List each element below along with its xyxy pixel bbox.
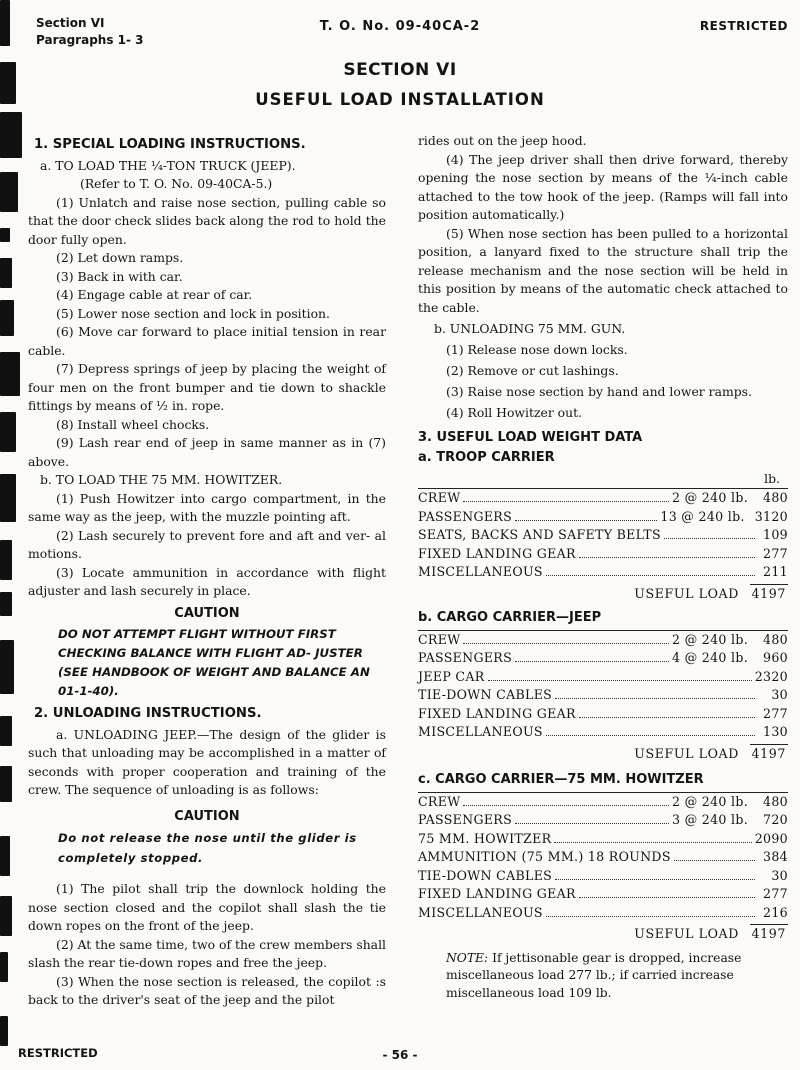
weight-item-value: 960 [763,650,788,665]
weight-row [418,705,788,724]
caution-text: DO NOT ATTEMPT FLIGHT WITHOUT FIRST CHECKING BALANCE WITH FLIGHT AD- JUSTER (SEE HANDBOOK OF WEIGHT AND BALANCE AN 01-1-40). [58,627,370,698]
dot-leader [664,538,755,539]
step-text: (9) Lash rear end of jeep in same manner as in (7) above. [28,435,386,469]
unit-label: lb. [764,470,780,486]
total-label: USEFUL LOAD [634,745,739,761]
caution-title: CAUTION [174,605,240,621]
dot-leader [579,897,755,898]
step-text: (1) Push Howitzer into cargo compartment, in the same way as the jeep, with the muzzle pointing aft. [28,490,386,524]
table-title-cargo-jeep: b. CARGO CARRIER—JEEP [418,610,602,625]
weight-row [418,686,788,705]
note-label: NOTE: [446,950,489,965]
weight-item-label: TIE-DOWN CABLES [418,867,553,883]
page-number: - 56 - [382,1048,418,1062]
total-value: 4197 [750,924,788,944]
step-text: (2) Remove or cut lashings. [446,362,619,378]
step-text: (5) When nose section has been pulled to a horizontal position, a lanyard fixed to the structure shall trip the release mechanism and the nose section will be held in this position by means of the automatic check attached to the cable. [418,225,788,315]
step-text: (1) Unlatch and raise nose section, pulling cable so that the door check slides back along the rod to hold the door fully open. [28,194,386,247]
weight-row [418,508,788,527]
heading-weight-data: 3. USEFUL LOAD WEIGHT DATA [418,429,643,445]
weight-item-label: MISCELLANEOUS [418,904,543,920]
left-column [28,132,386,1010]
weight-table [418,631,788,742]
table-title-troop-carrier: a. TROOP CARRIER [418,450,555,465]
dot-leader [554,842,751,843]
section-label: Section VI [36,16,105,30]
weight-item-label: CREW [418,631,461,647]
step-text: (5) Lower nose section and lock in position. [56,305,330,321]
weight-item-value: 277 [763,705,788,721]
total-label: USEFUL LOAD [634,585,739,601]
heading-unloading: 2. UNLOADING INSTRUCTIONS. [34,706,262,721]
weight-item-label: 75 MM. HOWITZER [418,830,552,846]
step-text: (4) Engage cable at rear of car. [56,287,253,302]
dot-leader [515,823,669,824]
weight-item-label: FIXED LANDING GEAR [418,545,576,561]
total-value: 4197 [750,584,788,604]
step-text: (1) The pilot shall trip the downlock holding the nose section closed and the copilot shall slash the tie down ropes on the front of the jeep. [28,881,386,933]
weight-item-value: 3120 [754,508,788,524]
weight-row [418,830,788,849]
dot-leader [555,879,755,880]
weight-row [418,793,788,812]
weight-item-value: 2320 [754,668,788,684]
paragraphs-label: Paragraphs 1- 3 [36,33,144,47]
reference-note: (Refer to T. O. No. 09-40CA-5.) [80,176,273,191]
step-text: (4) The jeep driver shall then drive forward, thereby opening the nose section by means of the ¼-inch cable attached to the tow hook of the jeep. (Ramps will fall into position automatically.) [418,151,788,222]
technical-order-number: T. O. No. 09-40CA-2 [319,19,481,34]
subheading-load-howitzer: b. TO LOAD THE 75 MM. HOWITZER. [40,472,283,487]
weight-item-label: PASSENGERS [418,650,513,665]
weight-row [418,668,788,687]
weight-row [418,563,788,582]
step-text: (8) Install wheel chocks. [56,416,210,432]
total-label: USEFUL LOAD [634,926,739,941]
step-text: (2) Lash securely to prevent fore and aft and ver- al motions. [28,527,386,561]
weight-item-label: TIE-DOWN CABLES [418,687,553,702]
weight-item-quantity: 2 @ 240 lb. [671,793,748,809]
weight-item-quantity: 3 @ 240 lb. [671,812,748,827]
caution-title: CAUTION [174,808,240,824]
weight-row [418,545,788,564]
step-text: (3) Raise nose section by hand and lower ramps. [446,383,752,399]
weight-item-value: 130 [763,724,788,739]
weight-item-value: 211 [763,564,788,579]
note-text: If jettisonable gear is dropped, increase miscellaneous load 277 lb.; if carried increase miscellaneous load 109 lb. [446,950,742,1000]
step-text-continued: rides out on the jeep hood. [418,133,587,148]
weight-row [418,811,788,830]
binding-edge-marks [0,0,26,1070]
step-text: (1) Release nose down locks. [446,341,628,357]
header-classification: RESTRICTED [699,19,788,33]
weight-item-label: PASSENGERS [418,812,513,827]
weight-row [418,885,788,904]
table-total [418,584,788,604]
dot-leader [579,717,755,718]
weight-row [418,649,788,668]
weight-note [418,950,788,1003]
weight-item-label: PASSENGERS [418,508,513,524]
footer-classification: RESTRICTED [18,1046,98,1060]
step-text: (6) Move car forward to place initial tension in rear cable. [28,324,386,358]
weight-item-quantity: 2 @ 240 lb. [671,490,748,505]
caution-text: Do not release the nose until the glider is completely stopped. [58,831,357,865]
weight-row [418,904,788,923]
heading-special-loading: 1. SPECIAL LOADING INSTRUCTIONS. [34,137,306,152]
section-subtitle: USEFUL LOAD INSTALLATION [255,90,545,109]
step-text: (4) Roll Howitzer out. [446,404,583,420]
weight-item-value: 720 [763,812,788,827]
step-text: (3) Locate ammunition in accordance with flight adjuster and lash securely in place. [28,564,386,598]
dot-leader [555,698,755,699]
subheading-unload-gun: b. UNLOADING 75 MM. GUN. [434,321,626,336]
weight-item-value: 480 [763,793,788,809]
dot-leader [546,916,755,917]
weight-item-label: SEATS, BACKS AND SAFETY BELTS [418,527,661,542]
weight-item-value: 277 [763,545,788,561]
weight-row [418,631,788,650]
weight-item-label: MISCELLANEOUS [418,724,543,739]
unloading-intro: a. UNLOADING JEEP.—The design of the glider is such that unloading may be accomplished in a matter of seconds with proper cooperation and training of the crew. The sequence of unloading is as follows: [28,726,386,797]
step-text: (7) Depress springs of jeep by placing the weight of four men on the front bumper and tie down to shackle fittings by means of ½ in. rope. [28,361,386,413]
weight-item-label: FIXED LANDING GEAR [418,705,576,721]
weight-item-value: 216 [763,904,788,920]
dot-leader [515,661,669,662]
weight-row [418,723,788,742]
right-column [418,132,788,1002]
dot-leader [674,860,755,861]
weight-item-quantity: 2 @ 240 lb. [671,631,748,647]
step-text: (3) Back in with car. [56,268,183,284]
weight-item-label: AMMUNITION (75 MM.) 18 ROUNDS [418,849,671,864]
step-text: (3) When the nose section is released, the copilot :s back to the driver's seat of the jeep and the pilot [28,973,386,1007]
weight-row [418,848,788,867]
weight-item-label: CREW [418,490,461,505]
weight-item-label: JEEP CAR [418,668,485,684]
weight-item-value: 384 [763,849,788,864]
dot-leader [488,680,752,681]
step-text: (2) Let down ramps. [56,250,184,265]
weight-row [418,489,788,508]
weight-item-label: CREW [418,793,461,809]
weight-item-value: 277 [763,886,788,901]
dot-leader [546,575,755,576]
weight-item-value: 2090 [754,830,788,846]
subheading-load-jeep: a. TO LOAD THE ¼-TON TRUCK (JEEP). [40,157,296,173]
weight-item-label: FIXED LANDING GEAR [418,886,576,901]
weight-item-label: MISCELLANEOUS [418,564,543,579]
dot-leader [515,520,657,521]
weight-item-quantity: 13 @ 240 lb. [660,508,745,524]
weight-item-value: 30 [771,687,788,702]
weight-table [418,489,788,582]
weight-item-value: 480 [763,490,788,505]
dot-leader [579,557,755,558]
section-title: SECTION VI [343,60,457,80]
weight-item-value: 109 [763,527,788,542]
dot-leader [463,643,668,644]
total-value: 4197 [750,744,788,764]
dot-leader [463,501,668,502]
weight-item-value: 30 [771,867,788,883]
weight-table [418,793,788,923]
weight-row [418,867,788,886]
weight-item-quantity: 4 @ 240 lb. [671,650,748,665]
dot-leader [546,735,755,736]
weight-item-value: 480 [763,631,788,647]
table-total [418,924,788,944]
table-total [418,744,788,764]
step-text: (2) At the same time, two of the crew members shall slash the rear tie-down ropes and free the jeep. [28,936,386,970]
table-title-cargo-howitzer: c. CARGO CARRIER—75 MM. HOWITZER [418,772,704,787]
dot-leader [463,805,668,806]
weight-row [418,526,788,545]
